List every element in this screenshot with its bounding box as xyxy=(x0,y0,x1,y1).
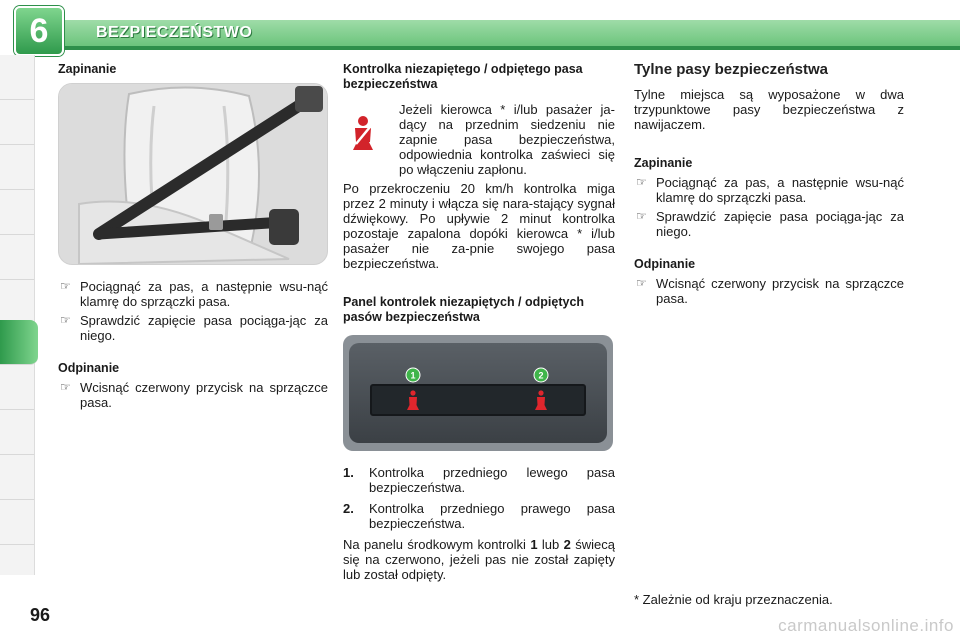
list-item: 1. Kontrolka przedniego lewego pasa bezpieczeństwa. xyxy=(343,465,615,495)
release-heading: Odpinanie xyxy=(58,361,120,375)
chapter-tab-rail xyxy=(0,55,35,575)
rear-belts-intro: Tylne miejsca są wyposażone w dwa trzypunktowe pasy bezpieczeństwa z nawijaczem. xyxy=(634,87,904,132)
chapter-tab-8[interactable] xyxy=(0,410,34,455)
list-item: ☞ Sprawdzić zapięcie pasa pociąga-jąc za niego. xyxy=(60,313,328,343)
chapter-tab-7[interactable] xyxy=(0,365,34,410)
hand-pointer-bullet-icon: ☞ xyxy=(636,276,647,290)
page-title: BEZPIECZEŃSTWO xyxy=(96,24,253,41)
chapter-tab-4[interactable] xyxy=(0,190,34,235)
column-front-seat-belts xyxy=(58,62,328,414)
hand-pointer-bullet-icon: ☞ xyxy=(636,175,647,189)
panel-legend xyxy=(343,465,615,531)
warning-lamp-heading: Kontrolka niezapiętego / odpiętego pasa bezpieczeństwa xyxy=(343,62,583,91)
panel-heading: Panel kontrolek niezapiętych / odpiętych pasów bezpieczeństwa xyxy=(343,295,585,324)
rear-release-steps xyxy=(634,276,904,306)
panel-paragraph: Na panelu środkowym kontrolki 1 lub 2 świecą się na czerwono, jeżeli pas nie został zapięty lub został odpięty. xyxy=(343,537,616,582)
chapter-badge: 6 xyxy=(14,6,64,56)
chapter-tab-6-active[interactable] xyxy=(0,320,38,365)
warning-lamp-paragraph: Po przekroczeniu 20 km/h kontrolka miga przez 2 minuty i włącza się nara-stający sygnał dźwiękowy. Po upływie 2 minut kontrolka pozostaje zapalona dopóki kierowca * i/lub pasażer nie za-pnie swojego pasa bezpieczeństwa. xyxy=(343,181,615,271)
list-item: ☞ Sprawdzić zapięcie pasa pociąga-jąc za niego. xyxy=(636,209,904,239)
column-warning-lamp xyxy=(343,62,615,582)
chapter-tab-2[interactable] xyxy=(0,100,34,145)
chapter-tab-5[interactable] xyxy=(0,235,34,280)
seatbelt-warning-icon xyxy=(343,102,399,177)
list-item: ☞ Pociągnąć za pas, a następnie wsu-nąć klamrę do sprzączki pasa. xyxy=(60,279,328,309)
seat-illustration-svg xyxy=(59,84,327,264)
footnote: * Zależnie od kraju przeznaczenia. xyxy=(634,592,833,607)
panel-marker-2: 2 xyxy=(538,370,544,381)
chapter-tab-3[interactable] xyxy=(0,145,34,190)
list-item: ☞ Pociągnąć za pas, a następnie wsu-nąć klamrę do sprzączki pasa. xyxy=(636,175,904,205)
list-item: 2. Kontrolka przedniego prawego pasa bezpieczeństwa. xyxy=(343,501,615,531)
release-heading: Odpinanie xyxy=(634,257,696,271)
front-release-steps xyxy=(58,380,328,410)
panel-marker-1: 1 xyxy=(410,370,416,381)
column-rear-seat-belts xyxy=(634,62,904,310)
list-item: ☞ Wcisnąć czerwony przycisk na sprzączce pasa. xyxy=(636,276,904,306)
rear-belts-title: Tylne pasy bezpieczeństwa xyxy=(634,61,828,78)
fastening-heading: Zapinanie xyxy=(58,62,117,76)
chapter-tab-1[interactable] xyxy=(0,55,34,100)
hand-pointer-bullet-icon: ☞ xyxy=(636,209,647,223)
chapter-tab-9[interactable] xyxy=(0,455,34,500)
rear-fastening-steps xyxy=(634,175,904,239)
page-number: 96 xyxy=(30,605,51,625)
front-fastening-steps xyxy=(58,279,328,343)
list-item: ☞ Wcisnąć czerwony przycisk na sprzączce pasa. xyxy=(60,380,328,410)
seat-belt-illustration xyxy=(58,83,328,265)
watermark: carmanualsonline.info xyxy=(778,616,954,635)
warning-panel-illustration xyxy=(343,335,613,451)
warning-lamp-row xyxy=(343,102,615,177)
hand-pointer-bullet-icon: ☞ xyxy=(60,380,71,394)
hand-pointer-bullet-icon: ☞ xyxy=(60,313,71,327)
chapter-tab-10[interactable] xyxy=(0,500,34,545)
fastening-heading: Zapinanie xyxy=(634,156,693,170)
hand-pointer-bullet-icon: ☞ xyxy=(60,279,71,293)
warning-lamp-description: Jeżeli kierowca * i/lub pasażer ja-dący na przednim siedzeniu nie zapnie pasa bezpieczeństwa, odpowiednia kontrolka zaświeci się po włączeniu zapłonu. xyxy=(399,102,615,177)
